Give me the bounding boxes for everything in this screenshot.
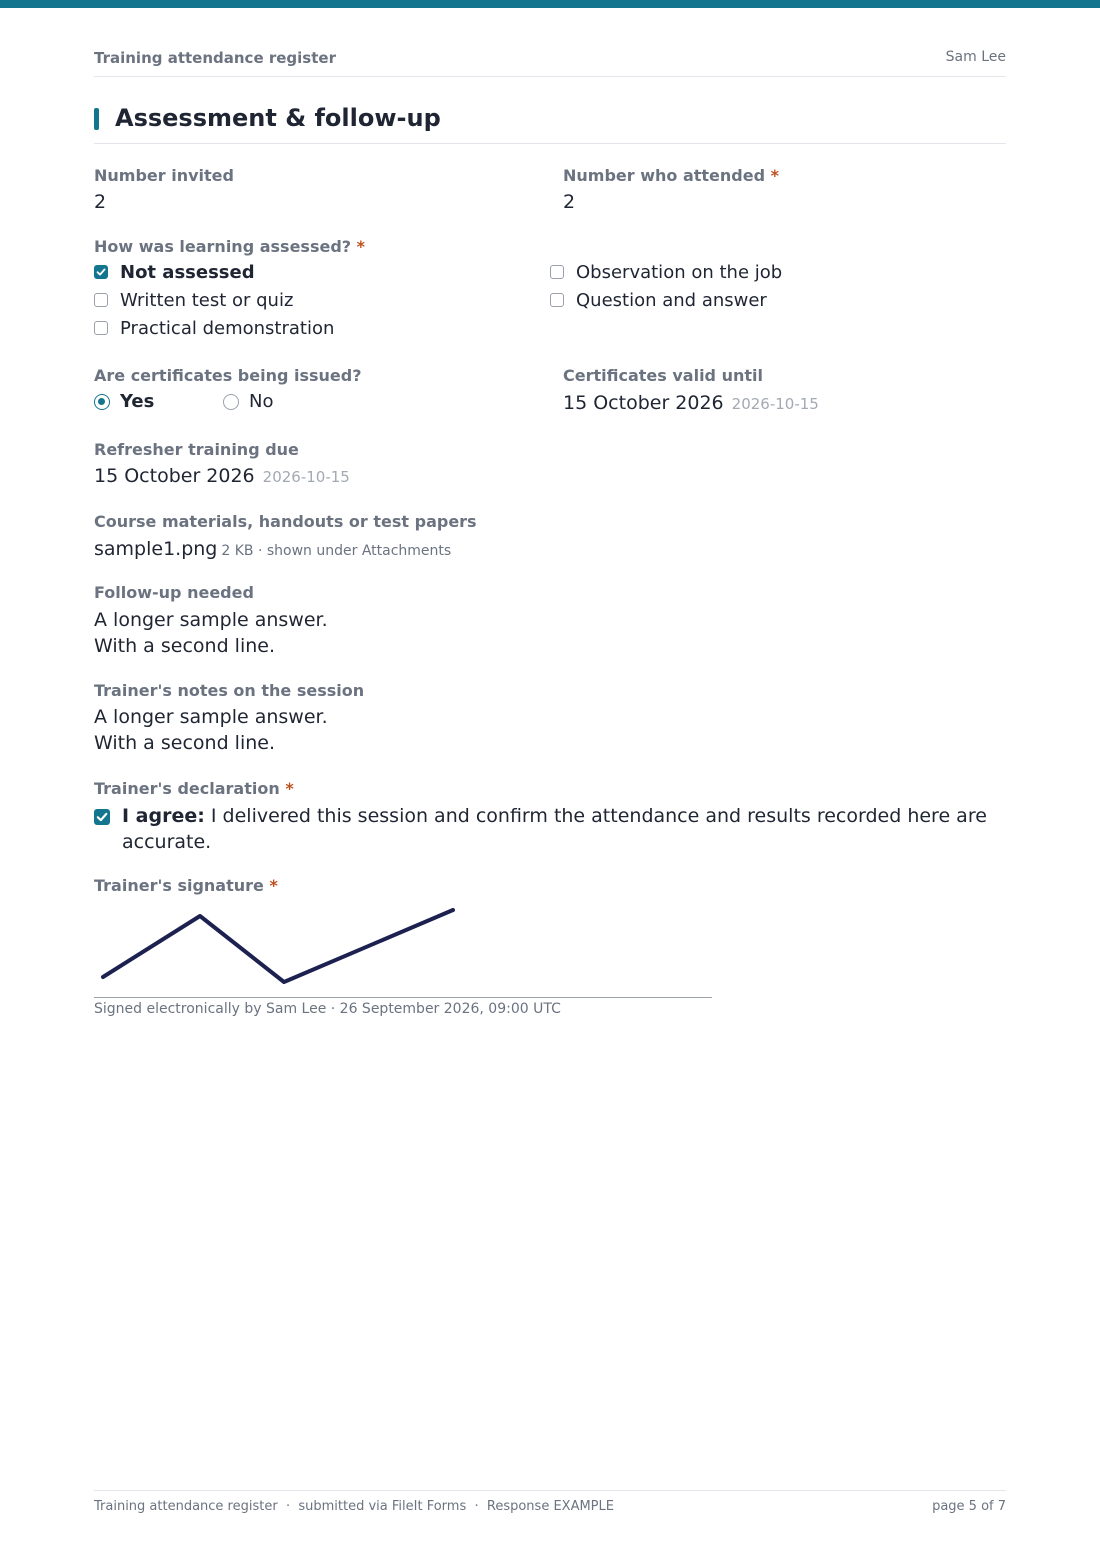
checkbox-checked-icon[interactable] [94, 809, 110, 825]
follow-up-label: Follow-up needed [94, 583, 254, 602]
materials-label: Course materials, handouts or test papers [94, 512, 477, 531]
section-title: Assessment & follow-up [115, 104, 441, 132]
option-label: Practical demonstration [120, 318, 335, 339]
checkbox-empty-icon[interactable] [550, 265, 564, 279]
required-mark: * [356, 237, 365, 256]
attachment-meta: 2 KB · shown under Attachments [221, 543, 452, 559]
section-header [94, 104, 1006, 144]
answer-line: With a second line. [94, 732, 275, 754]
number-invited-value: 2 [94, 191, 107, 213]
required-mark: * [269, 876, 278, 895]
date-display: 15 October 2026 [94, 465, 255, 487]
declaration-label-text: Trainer's declaration [94, 779, 280, 798]
certificates-valid-label: Certificates valid until [563, 366, 763, 385]
option-label: Written test or quiz [120, 290, 294, 311]
signature-caption: Signed electronically by Sam Lee · 26 September 2026, 09:00 UTC [94, 1001, 561, 1017]
answer-line: A longer sample answer. [94, 706, 328, 728]
signature-label-text: Trainer's signature [94, 876, 264, 895]
number-attended-label [563, 166, 779, 185]
required-mark: * [770, 166, 779, 185]
declaration-checkbox-row[interactable] [94, 803, 994, 855]
checkbox-empty-icon[interactable] [550, 293, 564, 307]
materials-value [94, 538, 451, 560]
number-invited-label-text: Number invited [94, 166, 234, 185]
running-header [94, 48, 1006, 77]
certificates-issued-label: Are certificates being issued? [94, 366, 362, 385]
trainer-notes-label: Trainer's notes on the session [94, 681, 365, 700]
number-invited-label [94, 166, 234, 185]
checkbox-checked-icon[interactable] [94, 265, 108, 279]
document-title: Training attendance register [94, 49, 336, 67]
refresher-due-label: Refresher training due [94, 440, 299, 459]
declaration-text [122, 803, 994, 855]
signature-drawing [94, 900, 712, 997]
assessment-label-text: How was learning assessed? [94, 237, 352, 256]
page-footer [94, 1490, 1006, 1521]
declaration-label [94, 779, 294, 798]
section-accent-bar [94, 108, 99, 130]
radio-selected-icon[interactable] [94, 394, 110, 410]
number-attended-label-text: Number who attended [563, 166, 766, 185]
checkbox-empty-icon[interactable] [94, 321, 108, 335]
page-number: page 5 of 7 [932, 1499, 1006, 1514]
user-name: Sam Lee [945, 49, 1006, 65]
checkbox-empty-icon[interactable] [94, 293, 108, 307]
option-label: Question and answer [576, 290, 767, 311]
option-label: Yes [120, 391, 155, 412]
signature-label [94, 876, 278, 895]
answer-line: With a second line. [94, 635, 275, 657]
certificates-valid-value [563, 392, 819, 414]
option-label: Observation on the job [576, 262, 783, 283]
required-mark: * [285, 779, 294, 798]
top-accent-bar [0, 0, 1100, 8]
trainer-notes-value [94, 704, 894, 756]
assessment-label [94, 237, 365, 256]
follow-up-value [94, 607, 894, 659]
signature-box [94, 900, 712, 998]
option-label: Not assessed [120, 262, 255, 283]
option-label: No [249, 391, 274, 412]
date-iso: 2026-10-15 [262, 468, 350, 486]
footer-left: Training attendance register · submitted via FileIt Forms · Response EXAMPLE [94, 1499, 614, 1514]
number-attended-value: 2 [563, 191, 576, 213]
agree-prefix: I agree: [122, 805, 205, 827]
attachment-file-name[interactable]: sample1.png [94, 538, 218, 560]
declaration-statement: I delivered this session and confirm the attendance and results recorded here are accurate. [122, 805, 987, 853]
refresher-due-value [94, 465, 350, 487]
date-iso: 2026-10-15 [731, 395, 819, 413]
radio-empty-icon[interactable] [223, 394, 239, 410]
answer-line: A longer sample answer. [94, 609, 328, 631]
date-display: 15 October 2026 [563, 392, 724, 414]
